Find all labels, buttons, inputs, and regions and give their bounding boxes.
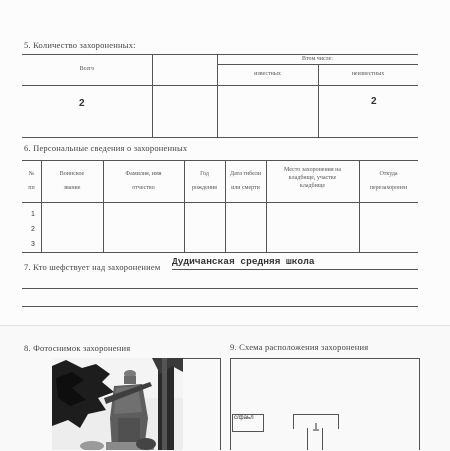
unknown-buried-value: 2: [371, 96, 377, 107]
table5-divider-1: [152, 54, 153, 137]
section-9-heading: 9. Схема расположения захоронения: [230, 342, 369, 352]
table5-header-line: [22, 85, 418, 86]
patron-organization-value: Дудичанская средняя школа: [172, 256, 315, 267]
scheme-frame-top: [230, 358, 420, 359]
row-number-2: 2: [31, 226, 35, 233]
scheme-frame-right: [419, 358, 420, 450]
scheme-frame-left: [230, 358, 231, 450]
scheme-sketch-label: с/фаьл: [234, 415, 254, 421]
scheme-fence-left: [307, 428, 308, 450]
burial-photo: [52, 358, 183, 450]
photo-frame-right: [220, 358, 221, 450]
col-reburied-from-header: Откуда перезахоронен: [369, 171, 408, 191]
col-number-header: № пп: [28, 171, 35, 191]
row-number-3: 3: [31, 241, 35, 248]
table5-divider-2: [217, 54, 218, 137]
col-birth-year-header: Год рождения: [192, 171, 217, 191]
scheme-fence-right: [322, 428, 323, 450]
col-death-date-header: Дата гибели или смерти: [230, 171, 261, 191]
section-8-heading: 8. Фотоснимок захоронения: [24, 343, 131, 353]
col-burial-place-header: Место захоронения на кладбище, участке кладбище: [283, 167, 341, 189]
col-unknown-label: неизвестных: [351, 71, 385, 77]
col-known-label: известных: [254, 71, 281, 77]
monument-icon: [312, 418, 320, 426]
section-6-heading: 6. Персональные сведения о захороненных: [24, 143, 188, 153]
patron-line-1: [172, 269, 418, 270]
table5-bottom-line: [22, 137, 418, 138]
table6-bottom-line: [22, 252, 418, 253]
col-name-header: Фамилия, имя отчество: [125, 171, 162, 191]
col-including-label: Втом числе:: [302, 56, 333, 62]
patron-line-3: [22, 306, 418, 307]
total-buried-value: 2: [79, 98, 85, 109]
section-5-heading: 5. Количество захороненных:: [24, 40, 136, 50]
col-total-label: Всего: [79, 66, 95, 72]
patron-line-2: [22, 288, 418, 289]
row-number-1: 1: [31, 211, 35, 218]
section-7-heading: 7. Кто шефствует над захоронением: [24, 262, 161, 272]
col-rank-header: Воинское звание: [59, 171, 85, 191]
